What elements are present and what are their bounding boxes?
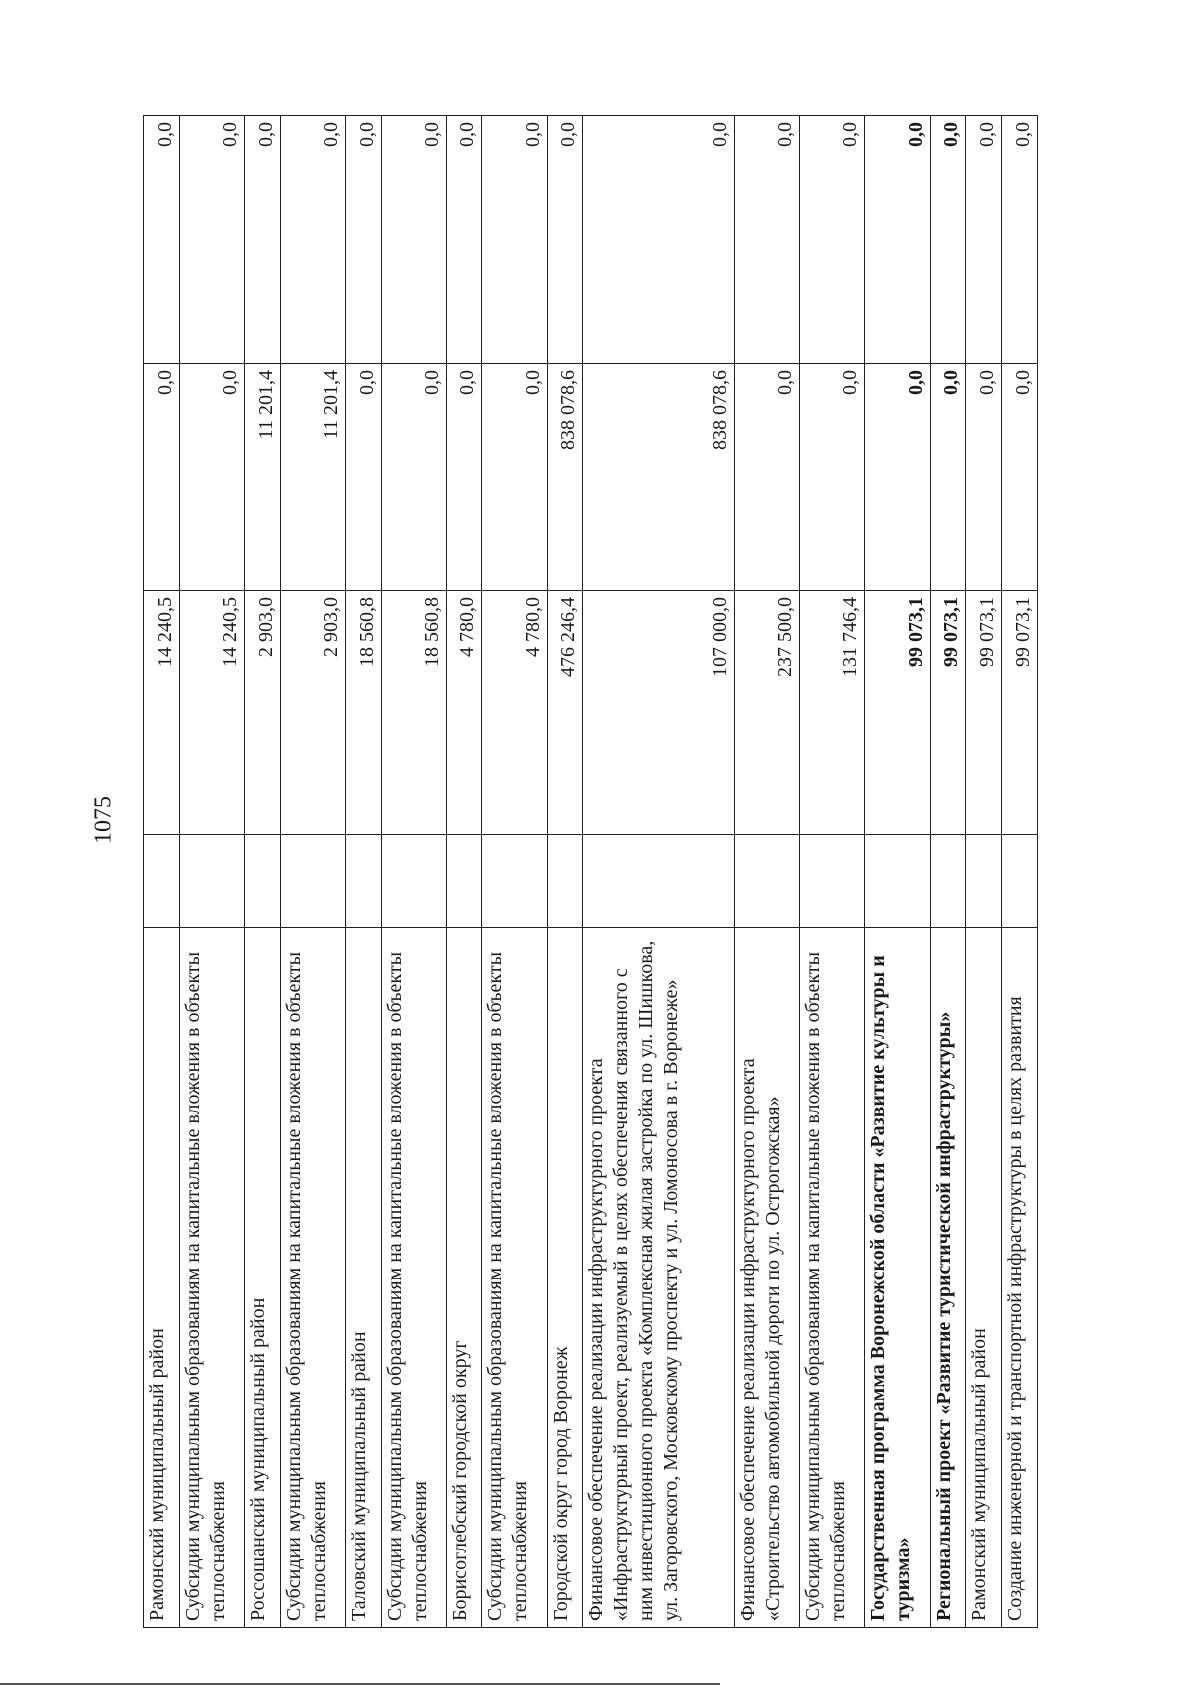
col4-value-cell: 11 201,4 bbox=[280, 364, 345, 591]
col3-value-cell: 99 073,1 bbox=[865, 591, 930, 835]
budget-table bbox=[143, 115, 1038, 1628]
col4-value-cell: 0,0 bbox=[482, 364, 547, 591]
scan-edge-line bbox=[0, 1683, 720, 1685]
row-name-cell: Региональный проект «Развитие туристической инфраструктуры» bbox=[930, 928, 966, 1628]
col4-value-cell: 0,0 bbox=[144, 364, 180, 591]
table-row bbox=[446, 116, 482, 1628]
row-name-cell: Субсидии муниципальным образованиям на капитальные вложения в объекты теплоснабжения bbox=[482, 928, 547, 1628]
table-row bbox=[244, 116, 280, 1628]
col3-value-cell: 4 780,0 bbox=[482, 591, 547, 835]
col2-cell bbox=[244, 835, 280, 928]
col4-value-cell: 0,0 bbox=[1002, 364, 1038, 591]
row-name-cell: Таловский муниципальный район bbox=[345, 928, 381, 1628]
col3-value-cell: 14 240,5 bbox=[179, 591, 244, 835]
row-name-cell: Государственная программа Воронежской области «Развитие культуры и туризма» bbox=[865, 928, 930, 1628]
col3-value-cell: 476 246,4 bbox=[547, 591, 583, 835]
col2-cell bbox=[966, 835, 1002, 928]
table-row bbox=[381, 116, 446, 1628]
col5-value-cell: 0,0 bbox=[381, 116, 446, 364]
col5-value-cell: 0,0 bbox=[800, 116, 865, 364]
row-name-cell: Россошанский муниципальный район bbox=[244, 928, 280, 1628]
col5-value-cell: 0,0 bbox=[345, 116, 381, 364]
table-row bbox=[966, 116, 1002, 1628]
table-row bbox=[583, 116, 735, 1628]
col3-value-cell: 14 240,5 bbox=[144, 591, 180, 835]
col4-value-cell: 838 078,6 bbox=[547, 364, 583, 591]
col2-cell bbox=[381, 835, 446, 928]
col3-value-cell: 99 073,1 bbox=[966, 591, 1002, 835]
col5-value-cell: 0,0 bbox=[244, 116, 280, 364]
col4-value-cell: 0,0 bbox=[446, 364, 482, 591]
col4-value-cell: 0,0 bbox=[381, 364, 446, 591]
col4-value-cell: 11 201,4 bbox=[244, 364, 280, 591]
col3-value-cell: 99 073,1 bbox=[930, 591, 966, 835]
table-row bbox=[345, 116, 381, 1628]
row-name-cell: Рамонский муниципальный район bbox=[966, 928, 1002, 1628]
col3-value-cell: 107 000,0 bbox=[583, 591, 735, 835]
col5-value-cell: 0,0 bbox=[144, 116, 180, 364]
table-row bbox=[280, 116, 345, 1628]
rotated-page-content bbox=[143, 116, 1038, 1628]
row-name-cell: Городской округ город Воронеж bbox=[547, 928, 583, 1628]
col2-cell bbox=[583, 835, 735, 928]
col5-value-cell: 0,0 bbox=[280, 116, 345, 364]
table-row bbox=[144, 116, 180, 1628]
col5-value-cell: 0,0 bbox=[583, 116, 735, 364]
table-row bbox=[865, 116, 930, 1628]
col3-value-cell: 237 500,0 bbox=[735, 591, 800, 835]
col2-cell bbox=[735, 835, 800, 928]
col2-cell bbox=[446, 835, 482, 928]
col3-value-cell: 2 903,0 bbox=[244, 591, 280, 835]
row-name-cell: Борисоглебский городской округ bbox=[446, 928, 482, 1628]
row-name-cell: Создание инженерной и транспортной инфраструктуры в целях развития bbox=[1002, 928, 1038, 1628]
col2-cell bbox=[482, 835, 547, 928]
table-row bbox=[179, 116, 244, 1628]
col5-value-cell: 0,0 bbox=[966, 116, 1002, 364]
row-name-cell: Субсидии муниципальным образованиям на капитальные вложения в объекты теплоснабжения bbox=[800, 928, 865, 1628]
col3-value-cell: 2 903,0 bbox=[280, 591, 345, 835]
table-row bbox=[930, 116, 966, 1628]
row-name-cell: Рамонский муниципальный район bbox=[144, 928, 180, 1628]
col2-cell bbox=[865, 835, 930, 928]
table-row bbox=[482, 116, 547, 1628]
col2-cell bbox=[179, 835, 244, 928]
col4-value-cell: 838 078,6 bbox=[583, 364, 735, 591]
col5-value-cell: 0,0 bbox=[179, 116, 244, 364]
col3-value-cell: 18 560,8 bbox=[381, 591, 446, 835]
col5-value-cell: 0,0 bbox=[735, 116, 800, 364]
col4-value-cell: 0,0 bbox=[865, 364, 930, 591]
col5-value-cell: 0,0 bbox=[547, 116, 583, 364]
col5-value-cell: 0,0 bbox=[446, 116, 482, 364]
table-row bbox=[735, 116, 800, 1628]
col3-value-cell: 18 560,8 bbox=[345, 591, 381, 835]
col4-value-cell: 0,0 bbox=[930, 364, 966, 591]
col4-value-cell: 0,0 bbox=[735, 364, 800, 591]
page-number: 1075 bbox=[90, 796, 117, 844]
col2-cell bbox=[144, 835, 180, 928]
row-name-cell: Субсидии муниципальным образованиям на капитальные вложения в объекты теплоснабжения bbox=[179, 928, 244, 1628]
col5-value-cell: 0,0 bbox=[930, 116, 966, 364]
col5-value-cell: 0,0 bbox=[865, 116, 930, 364]
table-row bbox=[1002, 116, 1038, 1628]
col2-cell bbox=[547, 835, 583, 928]
col2-cell bbox=[1002, 835, 1038, 928]
col4-value-cell: 0,0 bbox=[966, 364, 1002, 591]
col4-value-cell: 0,0 bbox=[179, 364, 244, 591]
row-name-cell: Финансовое обеспечение реализации инфраструктурного проекта «Инфраструктурный проект, реализуемый в целях обеспечения связанного с ним инвестиционного проекта «Комплексная жилая застройка по ул. Шишкова, ул. Загоровского, Московскому проспекту и ул. Ломоносова в г. Воронеже» bbox=[583, 928, 735, 1628]
col4-value-cell: 0,0 bbox=[800, 364, 865, 591]
col3-value-cell: 4 780,0 bbox=[446, 591, 482, 835]
col2-cell bbox=[800, 835, 865, 928]
table-row bbox=[547, 116, 583, 1628]
row-name-cell: Субсидии муниципальным образованиям на капитальные вложения в объекты теплоснабжения bbox=[280, 928, 345, 1628]
table-row bbox=[800, 116, 865, 1628]
col3-value-cell: 99 073,1 bbox=[1002, 591, 1038, 835]
col2-cell bbox=[345, 835, 381, 928]
row-name-cell: Субсидии муниципальным образованиям на капитальные вложения в объекты теплоснабжения bbox=[381, 928, 446, 1628]
col2-cell bbox=[280, 835, 345, 928]
col5-value-cell: 0,0 bbox=[482, 116, 547, 364]
row-name-cell: Финансовое обеспечение реализации инфраструктурного проекта «Строительство автомобильной дороги по ул. Острогожская» bbox=[735, 928, 800, 1628]
col2-cell bbox=[930, 835, 966, 928]
col5-value-cell: 0,0 bbox=[1002, 116, 1038, 364]
col3-value-cell: 131 746,4 bbox=[800, 591, 865, 835]
col4-value-cell: 0,0 bbox=[345, 364, 381, 591]
